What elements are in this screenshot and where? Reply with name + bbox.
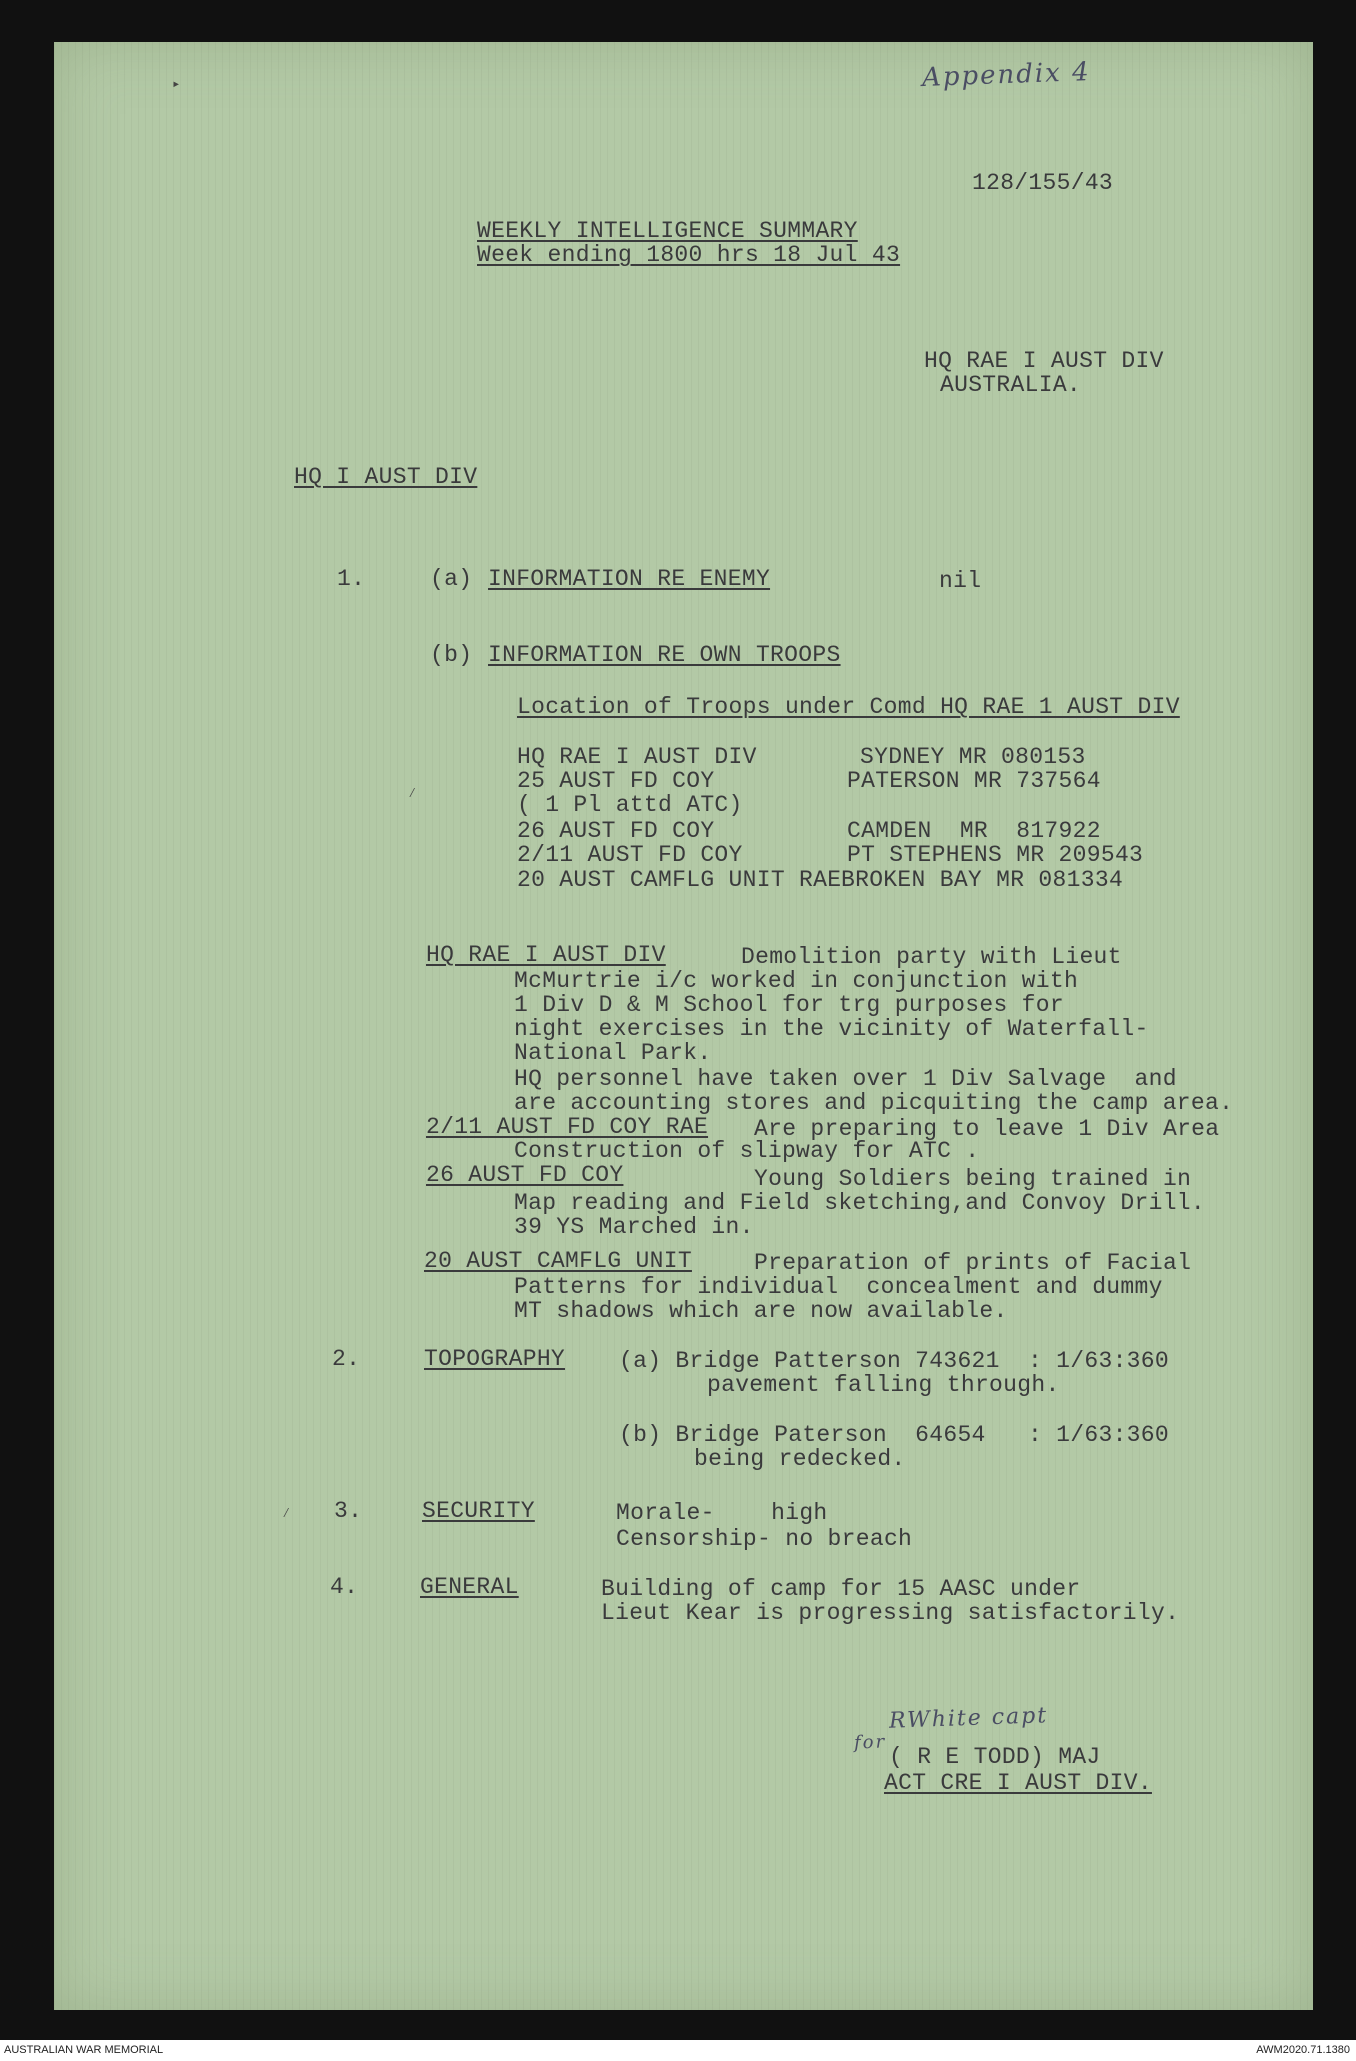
location-unit: ( 1 Pl attd ATC) [517,792,743,818]
location-place: PT STEPHENS MR 209543 [847,842,1144,868]
sender-line-1: HQ RAE I AUST DIV [924,348,1164,374]
section-2-number: 2. [332,1346,361,1372]
topography-a-line-2: pavement falling through. [707,1372,1060,1398]
report-first-line: Preparation of prints of Facial [754,1250,1192,1276]
archive-id: AWM2020.71.1380 [1256,2044,1350,2056]
location-place: BROKEN BAY MR 081334 [841,867,1124,893]
report-line: MT shadows which are now available. [514,1298,1008,1324]
document-subtitle: Week ending 1800 hrs 18 Jul 43 [477,242,901,268]
archive-name: AUSTRALIAN WAR MEMORIAL [4,2044,164,2056]
location-unit: 2/11 AUST FD COY [517,842,743,868]
section-1a-value: nil [939,568,982,594]
location-unit: 25 AUST FD COY [517,768,715,794]
margin-tick: ⁄ [408,786,417,802]
section-4-number: 4. [330,1574,359,1600]
sender-line-2: AUSTRALIA. [940,372,1082,398]
report-first-line: Demolition party with Lieut [741,944,1122,970]
topography-b-line-2: being redecked. [694,1446,906,1472]
general-line-2: Lieut Kear is progressing satisfactorily. [601,1600,1180,1626]
addressee: HQ I AUST DIV [294,464,478,490]
signatory-name: ( R E TODD) MAJ [889,1744,1101,1770]
report-unit: HQ RAE I AUST DIV [426,942,666,968]
security-line-2: Censorship- no breach [616,1526,913,1552]
location-unit: HQ RAE I AUST DIV [517,744,757,770]
reference-number: 128/155/43 [972,170,1114,196]
general-line-1: Building of camp for 15 AASC under [601,1576,1081,1602]
archive-footer [0,2040,1356,2061]
signature-for-prefix: for [853,1731,887,1754]
location-place: PATERSON MR 737564 [847,768,1101,794]
report-line: are accounting stores and picquiting the camp area. [514,1090,1234,1116]
section-4-title: GENERAL [420,1574,519,1600]
location-unit: 26 AUST FD COY [517,818,715,844]
margin-mark: ▸ [172,77,181,93]
signatory-role: ACT CRE I AUST DIV. [884,1770,1152,1796]
report-unit: 20 AUST CAMFLG UNIT [424,1248,692,1274]
report-line: National Park. [514,1040,712,1066]
report-first-line: Are preparing to leave 1 Div Area [754,1116,1220,1142]
section-3-title: SECURITY [422,1498,535,1524]
section-1a-title: INFORMATION RE ENEMY [488,566,771,592]
locations-title: Location of Troops under Comd HQ RAE 1 AUST DIV [517,694,1180,720]
document-title: WEEKLY INTELLIGENCE SUMMARY [477,218,858,244]
report-first-line: Young Soldiers being trained in [754,1166,1192,1192]
report-line: Construction of slipway for ATC . [514,1138,980,1164]
margin-tick: ⁄ [282,1506,291,1522]
report-line: 39 YS Marched in. [514,1214,754,1240]
section-1b-title: INFORMATION RE OWN TROOPS [488,642,841,668]
section-1a-label: (a) [430,566,473,592]
report-line: Patterns for individual concealment and dummy [514,1274,1163,1300]
location-unit: 20 AUST CAMFLG UNIT RAE [517,867,842,893]
topography-a-line-1: (a) Bridge Patterson 743621 : 1/63:360 [619,1348,1169,1374]
report-line: Map reading and Field sketching,and Convoy Drill. [514,1190,1206,1216]
location-place: CAMDEN MR 817922 [847,818,1101,844]
section-1b-label: (b) [430,642,473,668]
report-unit: 2/11 AUST FD COY RAE [426,1114,709,1140]
section-2-title: TOPOGRAPHY [424,1346,566,1372]
report-line: HQ personnel have taken over 1 Div Salvage and [514,1066,1177,1092]
appendix-annotation: Appendix 4 [921,57,1092,93]
location-place: SYDNEY MR 080153 [860,744,1086,770]
report-line: McMurtrie i/c worked in conjunction with [514,968,1079,994]
report-line: 1 Div D & M School for trg purposes for [514,992,1064,1018]
section-3-number: 3. [334,1498,363,1524]
security-line-1: Morale- high [616,1500,828,1526]
document-page [54,42,1313,2010]
topography-b-line-1: (b) Bridge Paterson 64654 : 1/63:360 [619,1422,1169,1448]
section-1-number: 1. [337,566,366,592]
handwritten-signature: RWhite capt [888,1703,1049,1734]
report-unit: 26 AUST FD COY [426,1162,624,1188]
report-line: night exercises in the vicinity of Waterfall- [514,1016,1149,1042]
